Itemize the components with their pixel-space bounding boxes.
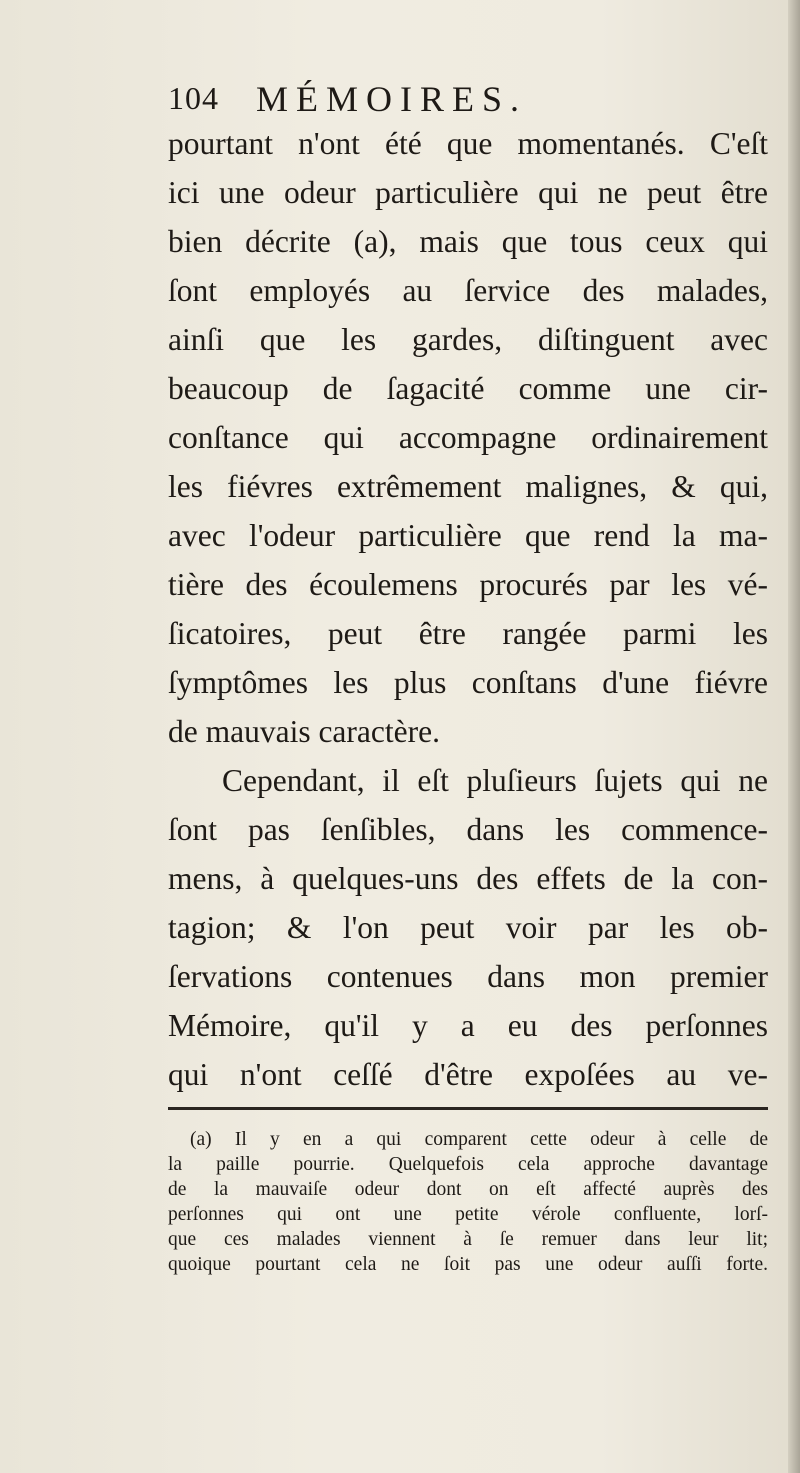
footnote-line: que ces malades viennent à ſe remuer dans leur lit;	[168, 1229, 768, 1250]
footnote-line: perſonnes qui ont une petite vérole confluente, lorſ-	[168, 1204, 768, 1225]
body-line: tière des écoulemens procurés par les vé-	[168, 567, 768, 602]
body-line: beaucoup de ſagacité comme une cir-	[168, 371, 768, 406]
body-line: ſicatoires, peut être rangée parmi les	[168, 616, 768, 651]
body-line: Mémoire, qu'il y a eu des perſonnes	[168, 1008, 768, 1043]
body-line: qui n'ont ceſſé d'être expoſées au ve-	[168, 1057, 768, 1092]
body-line: Cependant, il eſt pluſieurs ſujets qui ne	[222, 763, 768, 798]
page-number: 104	[168, 80, 219, 116]
body-line: avec l'odeur particulière que rend la ma-	[168, 518, 768, 553]
footnote-line: de la mauvaiſe odeur dont on eſt affecté auprès des	[168, 1179, 768, 1200]
body-line: bien décrite (a), mais que tous ceux qui	[168, 224, 768, 259]
body-line: ainſi que les gardes, diſtinguent avec	[168, 322, 768, 357]
body-line: pourtant n'ont été que momentanés. C'eſt	[168, 126, 768, 161]
page-header	[168, 78, 768, 118]
page-edge	[788, 0, 800, 1473]
footnote-line: quoique pourtant cela ne ſoit pas une odeur auſſi forte.	[168, 1254, 768, 1275]
footnote-line: la paille pourrie. Quelquefois cela approche davantage	[168, 1154, 768, 1175]
running-title: MÉMOIRES.	[256, 79, 528, 119]
body-line: tagion; & l'on peut voir par les ob-	[168, 910, 768, 945]
body-line: de mauvais caractère.	[168, 714, 440, 749]
body-line: ſont employés au ſervice des malades,	[168, 273, 768, 308]
footnote-line: (a) Il y en a qui comparent cette odeur à celle de	[190, 1129, 768, 1150]
body-line: ici une odeur particulière qui ne peut être	[168, 175, 768, 210]
body-line: les fiévres extrêmement malignes, & qui,	[168, 469, 768, 504]
body-line: ſymptômes les plus conſtans d'une fiévre	[168, 665, 768, 700]
footnote-rule	[168, 1107, 768, 1110]
body-line: mens, à quelques-uns des effets de la con-	[168, 861, 768, 896]
body-line: conſtance qui accompagne ordinairement	[168, 420, 768, 455]
body-line: ſervations contenues dans mon premier	[168, 959, 768, 994]
body-line: ſont pas ſenſibles, dans les commence-	[168, 812, 768, 847]
